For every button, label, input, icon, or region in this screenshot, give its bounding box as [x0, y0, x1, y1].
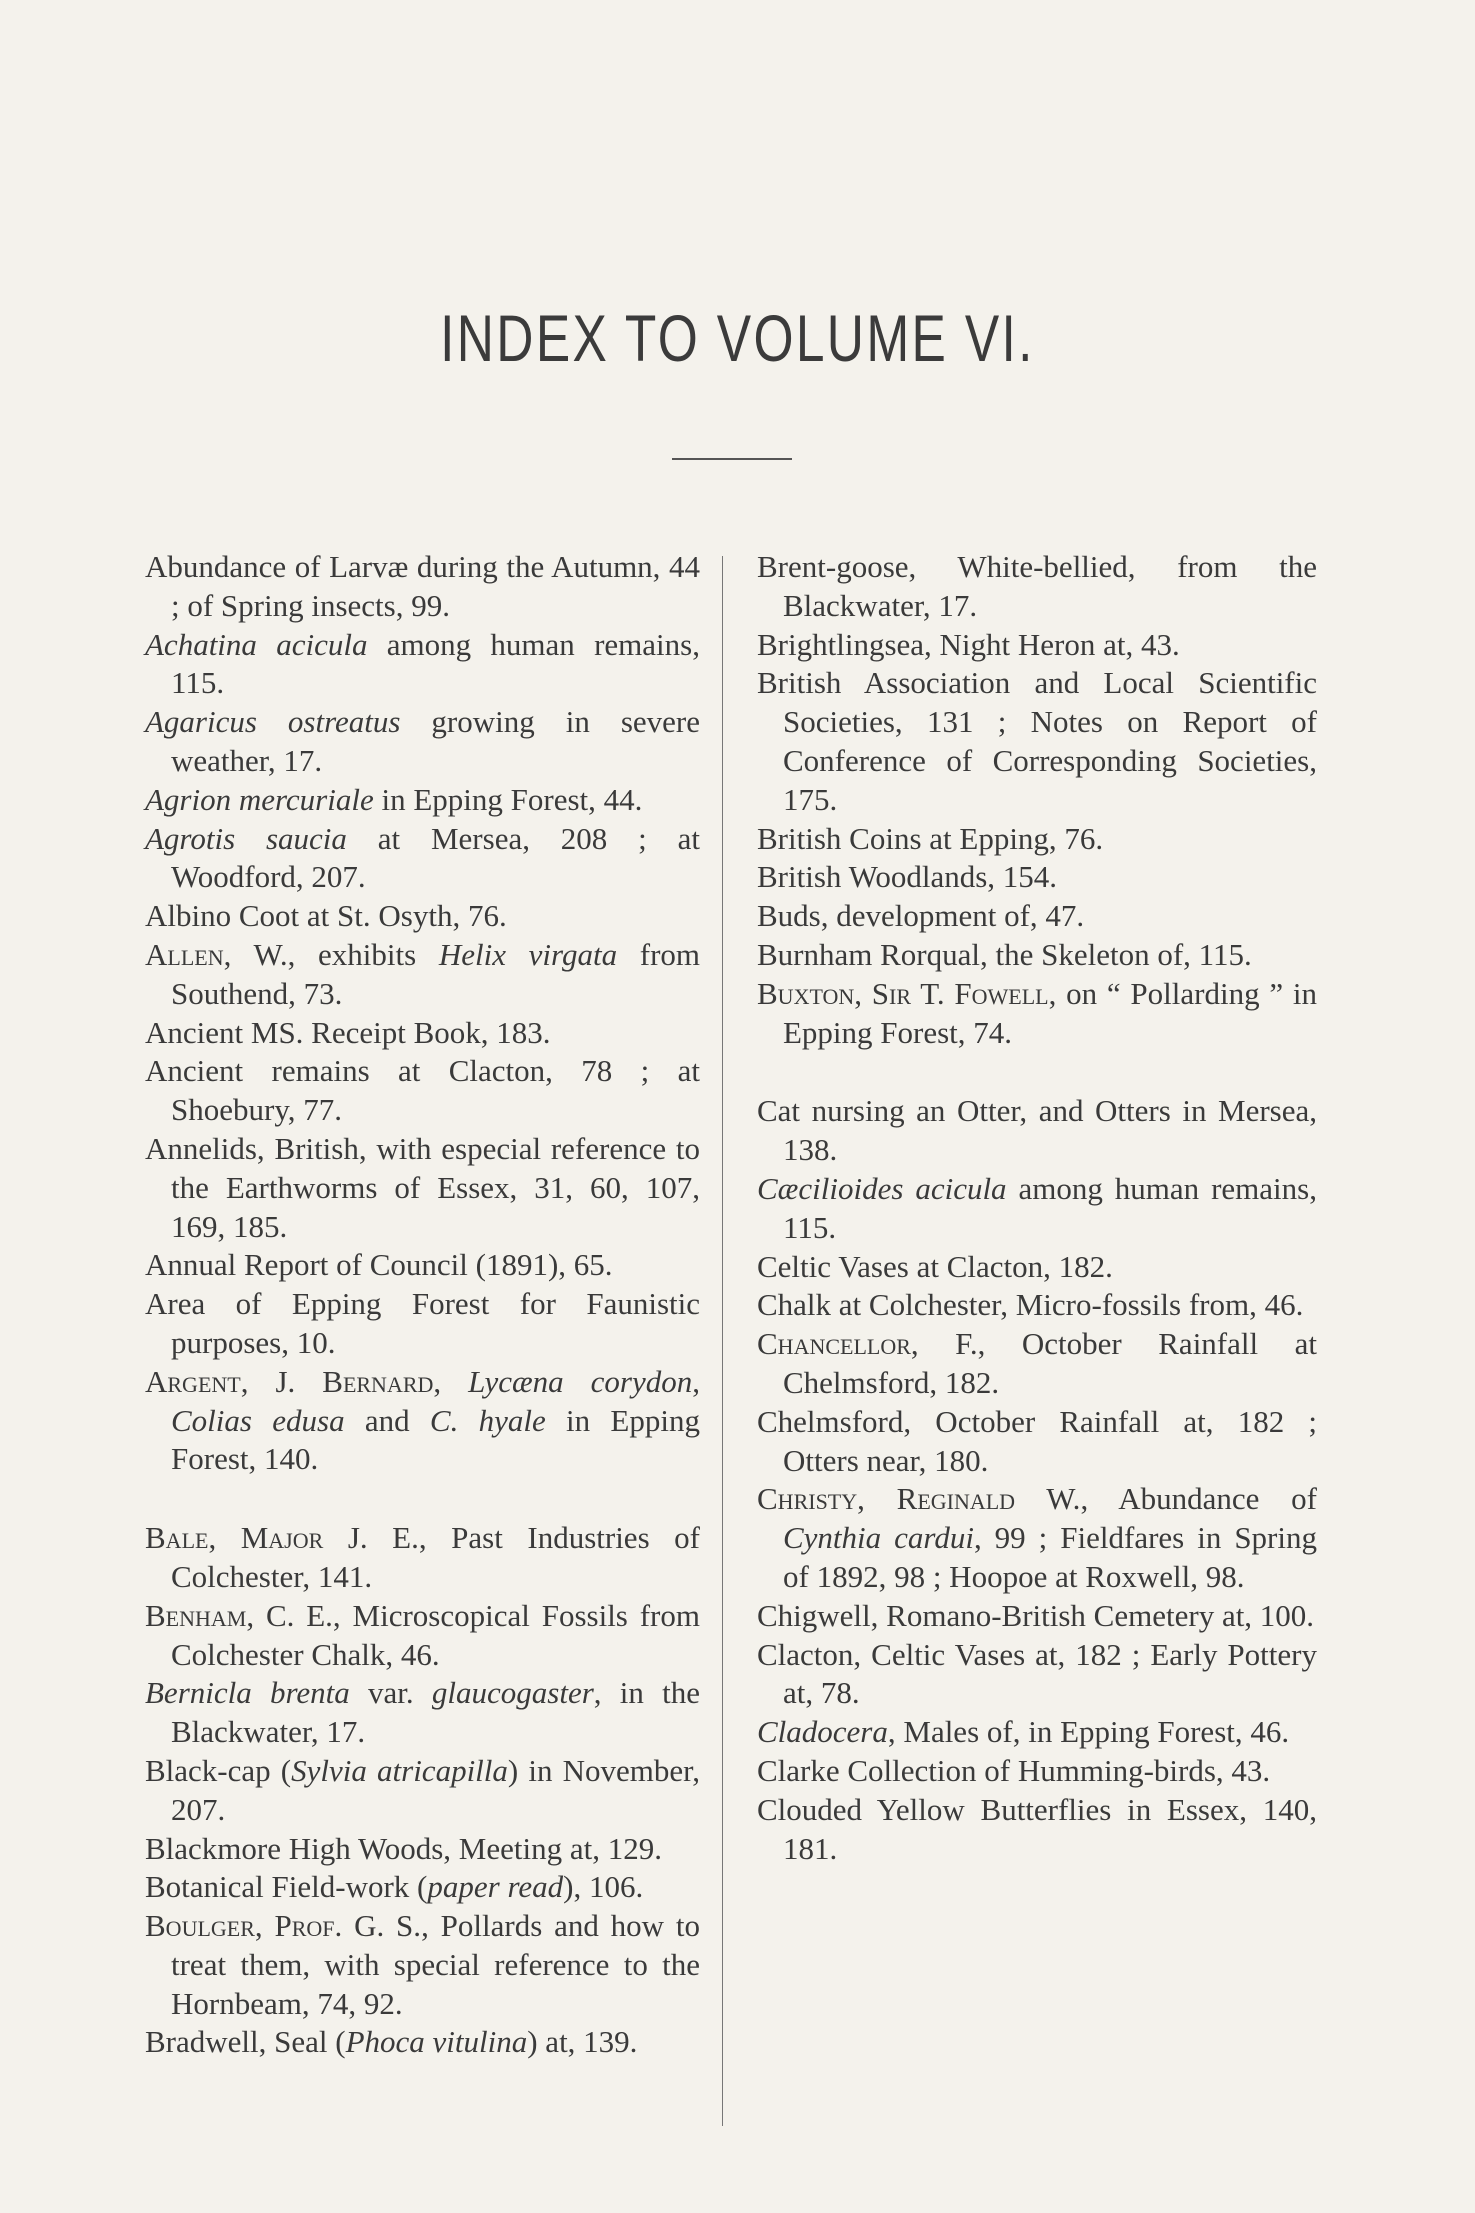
entry-text: at Mersea, 208 ; at Woodford, 207.: [171, 820, 700, 895]
title-divider-rule: [672, 458, 792, 460]
index-entry: [145, 1014, 700, 1053]
entry-text: in Epping Forest, 140.: [171, 1402, 700, 1477]
entry-text: , on “ Pollarding ” in Epping Forest, 74.: [783, 975, 1317, 1050]
entry-text: , Microscopical Fossils from Colchester Chalk, 46.: [171, 1597, 700, 1672]
italic-term: Helix virgata: [438, 936, 618, 972]
index-column-left: [145, 548, 700, 2062]
author-name: Bale, Major J. E.: [145, 1520, 419, 1556]
entry-text: Clarke Collection of Humming-birds, 43.: [757, 1752, 1271, 1788]
entry-text: , October Rainfall at Chelmsford, 182.: [783, 1326, 1317, 1400]
entry-text: , in the Blackwater, 17.: [171, 1675, 701, 1750]
index-entry: [145, 781, 700, 820]
author-name: Chancellor, F.: [757, 1326, 978, 1362]
index-entry: [757, 1791, 1317, 1869]
italic-term: Cynthia cardui: [783, 1520, 974, 1556]
entry-text: Buds, development of, 47.: [757, 898, 1085, 934]
entry-text: British Coins at Epping, 76.: [757, 820, 1104, 856]
entry-text: British Woodlands, 154.: [757, 859, 1058, 895]
index-entry: [145, 1130, 700, 1246]
italic-term: Agrotis saucia: [145, 820, 347, 856]
index-entry: [757, 1170, 1317, 1248]
index-entry: [757, 1286, 1317, 1325]
entry-text: ), 106.: [563, 1869, 644, 1905]
entry-text: Chigwell, Romano-British Cemetery at, 100.: [757, 1597, 1315, 1633]
author-name: Christy, Reginald W.: [757, 1481, 1081, 1517]
entry-text: Black-cap (: [145, 1752, 292, 1788]
entry-text: ,: [433, 1363, 469, 1399]
italic-term: Sylvia atricapilla: [291, 1752, 508, 1788]
index-entry: [145, 1868, 700, 1907]
index-entry: [145, 1674, 700, 1752]
entry-text: Clacton, Celtic Vases at, 182 ; Early Pottery at, 78.: [757, 1636, 1317, 1711]
entry-text: among human remains, 115.: [171, 626, 700, 701]
entry-text: Annelids, British, with especial reference to the Earthworms of Essex, 31, 60, 107, 169, 185.: [145, 1130, 700, 1244]
italic-term: Achatina acicula: [145, 626, 368, 662]
index-entry: [145, 1907, 700, 2023]
entry-text: , exhibits: [287, 936, 439, 972]
author-name: Buxton, Sir T. Fowell: [757, 975, 1049, 1011]
index-entry: [757, 626, 1317, 665]
index-entry: [757, 548, 1317, 626]
author-name: Benham, C. E.: [145, 1597, 333, 1633]
index-entry: [757, 1752, 1317, 1791]
index-entry: [757, 858, 1317, 897]
letter-group-gap: [145, 1479, 700, 1519]
entry-text: ) at, 139.: [527, 2024, 638, 2060]
index-entry: [145, 2023, 700, 2062]
entry-text: growing in severe weather, 17.: [171, 704, 700, 778]
index-entry: [145, 1519, 700, 1597]
entry-text: among human remains, 115.: [783, 1170, 1317, 1245]
entry-text: , Past Industries of Colchester, 141.: [171, 1520, 700, 1594]
italic-term: glaucogaster: [431, 1675, 594, 1711]
index-entry: [145, 1052, 700, 1130]
index-entry: [145, 1285, 700, 1363]
page-title: INDEX TO VOLUME VI.: [440, 301, 1035, 375]
entry-text: Brent-goose, White-bellied, from the Blackwater, 17.: [757, 549, 1317, 623]
index-entry: [757, 1248, 1317, 1287]
index-entry: [145, 820, 700, 898]
author-name: Allen, W.: [145, 936, 288, 972]
italic-term: Cæcilioides acicula: [757, 1170, 1007, 1206]
entry-text: Botanical Field-work (: [145, 1869, 428, 1905]
index-entry: [145, 1830, 700, 1869]
italic-term: Agaricus ostreatus: [145, 704, 401, 740]
index-entry: [757, 1092, 1317, 1170]
index-entry: [145, 1597, 700, 1675]
entry-text: , 99 ; Fieldfares in Spring of 1892, 98 ; Hoopoe at Roxwell, 98.: [783, 1520, 1317, 1594]
entry-text: Burnham Rorqual, the Skeleton of, 115.: [757, 936, 1252, 972]
italic-term: C. hyale: [429, 1402, 546, 1438]
index-entry: [757, 1403, 1317, 1481]
letter-group-gap: [757, 1052, 1317, 1092]
entry-text: , Males of, in Epping Forest, 46.: [887, 1714, 1290, 1750]
index-entry: [145, 703, 700, 781]
index-entry: [145, 626, 700, 704]
index-entry: [145, 936, 700, 1014]
entry-text: Clouded Yellow Butterflies in Essex, 140, 181.: [757, 1791, 1317, 1866]
index-entry: [757, 1325, 1317, 1403]
entry-text: from Southend, 73.: [171, 936, 701, 1011]
entry-text: Ancient remains at Clacton, 78 ; at Shoebury, 77.: [145, 1053, 700, 1128]
italic-term: Bernicla brenta: [145, 1675, 350, 1711]
index-entry: [757, 1597, 1317, 1636]
index-entry: [757, 975, 1317, 1053]
italic-term: paper read: [427, 1869, 564, 1905]
entry-text: , Pollards and how to treat them, with special reference to the Hornbeam, 74, 92.: [171, 1908, 701, 2021]
index-entry: [145, 548, 700, 626]
entry-text: var.: [349, 1675, 432, 1711]
index-entry: [757, 936, 1317, 975]
italic-term: Phoca vitulina: [345, 2024, 528, 2060]
entry-text: in Epping Forest, 44.: [373, 781, 643, 817]
entry-text: Area of Epping Forest for Faunistic purposes, 10.: [145, 1286, 700, 1360]
index-entry: [145, 1246, 700, 1285]
entry-text: Annual Report of Council (1891), 65.: [145, 1247, 613, 1283]
index-entry: [757, 1480, 1317, 1596]
italic-term: Lycæna corydon: [468, 1363, 693, 1399]
entry-text: Chalk at Colchester, Micro-fossils from, 46.: [757, 1287, 1304, 1323]
index-entry: [757, 1713, 1317, 1752]
entry-text: ) in November, 207.: [171, 1752, 700, 1827]
index-entry: [757, 664, 1317, 819]
author-name: Argent, J. Bernard: [145, 1363, 434, 1399]
entry-text: Bradwell, Seal (: [145, 2024, 346, 2060]
entry-text: ,: [692, 1363, 700, 1399]
entry-text: Albino Coot at St. Osyth, 76.: [145, 898, 507, 934]
author-name: Boulger, Prof. G. S.: [145, 1908, 422, 1944]
index-entry: [145, 1752, 700, 1830]
entry-text: Blackmore High Woods, Meeting at, 129.: [145, 1830, 662, 1866]
index-column-right: [757, 548, 1317, 1868]
italic-term: Colias edusa: [171, 1402, 345, 1438]
column-divider: [722, 556, 723, 2126]
index-entry: [757, 1636, 1317, 1714]
entry-text: Brightlingsea, Night Heron at, 43.: [757, 626, 1180, 662]
italic-term: Agrion mercuriale: [145, 781, 374, 817]
entry-text: Chelmsford, October Rainfall at, 182 ; Otters near, 180.: [757, 1403, 1317, 1478]
entry-text: and: [344, 1402, 430, 1438]
italic-term: Cladocera: [757, 1714, 888, 1750]
entry-text: Cat nursing an Otter, and Otters in Mersea, 138.: [757, 1093, 1317, 1168]
entry-text: Abundance of Larvæ during the Autumn, 44 ; of Spring insects, 99.: [145, 549, 700, 623]
entry-text: , Abundance of: [1080, 1481, 1317, 1517]
entry-text: British Association and Local Scientific Societies, 131 ; Notes on Report of Conference of Corresponding Societies, 175.: [757, 665, 1317, 817]
index-entry: [145, 897, 700, 936]
entry-text: Celtic Vases at Clacton, 182.: [757, 1248, 1113, 1284]
index-entry: [757, 820, 1317, 859]
entry-text: Ancient MS. Receipt Book, 183.: [145, 1014, 551, 1050]
index-entry: [757, 897, 1317, 936]
index-entry: [145, 1363, 700, 1479]
